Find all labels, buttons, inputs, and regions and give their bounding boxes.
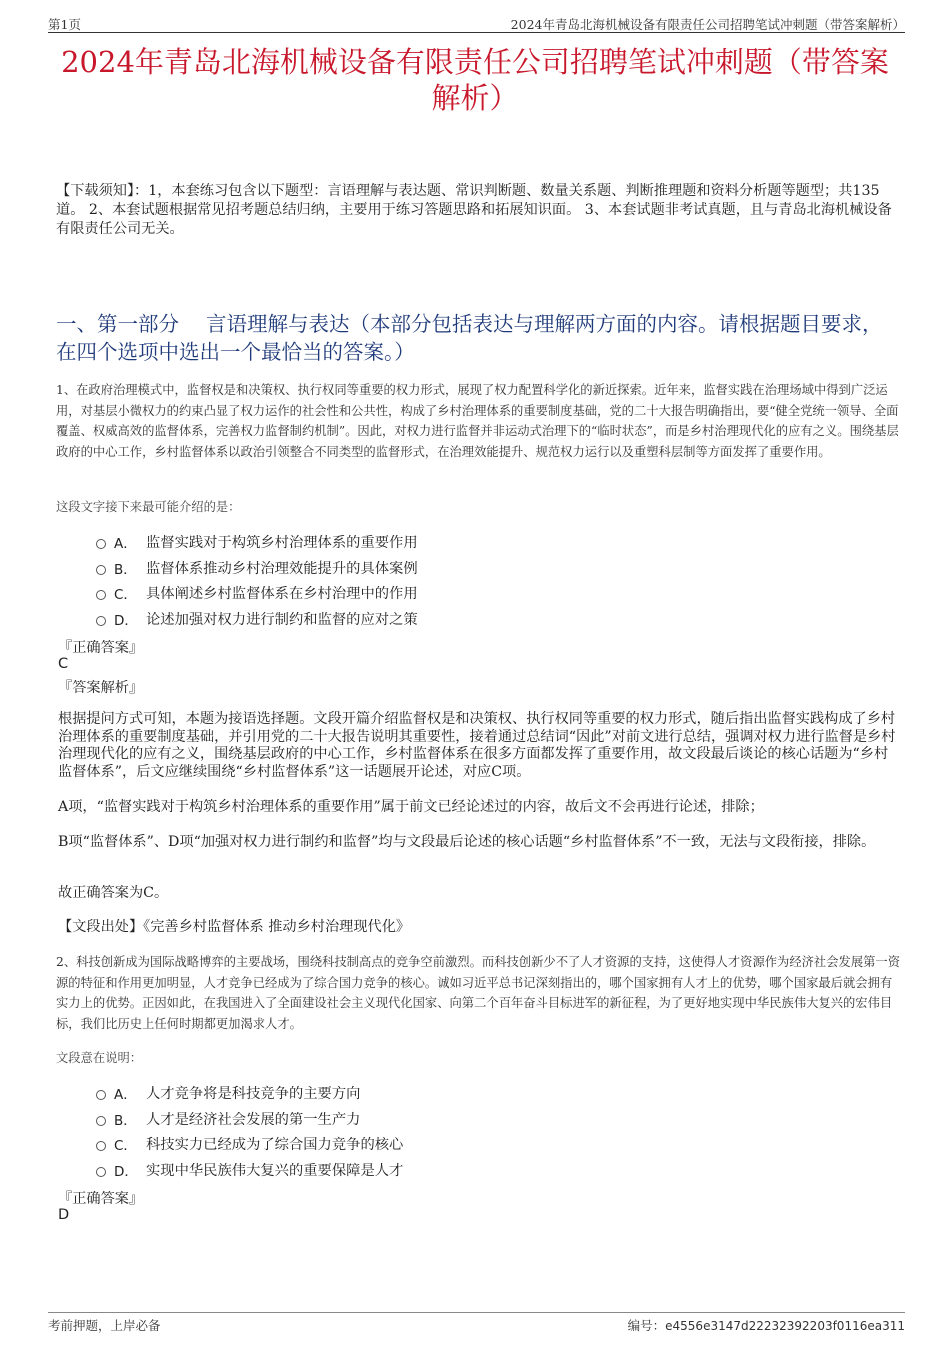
question-2-option-d[interactable] [96, 1160, 696, 1186]
radio-icon[interactable] [96, 616, 106, 626]
option-text: 人才是经济社会发展的第一生产力 [146, 1111, 361, 1128]
option-letter: B． [114, 561, 137, 578]
radio-icon[interactable] [96, 539, 106, 549]
option-letter: D． [114, 612, 138, 629]
option-text: 监督体系推动乡村治理效能提升的具体案例 [146, 560, 418, 577]
question-1-answer: C [58, 656, 69, 672]
question-2-option-c[interactable] [96, 1134, 696, 1160]
option-letter: A． [114, 1087, 137, 1103]
radio-icon[interactable] [96, 590, 106, 600]
option-text: 人才竞争将是科技竞争的主要方向 [146, 1086, 361, 1102]
page-title: 2024年青岛北海机械设备有限责任公司招聘笔试冲刺题（带答案解析） [61, 45, 889, 115]
question-1-analysis-bd: B项“监督体系”、D项“加强对权力进行制约和监督”均与文段最后论述的核心话题“乡村监督体系”不一致，无法与文段衔接，排除。 [58, 834, 876, 850]
header-doc-title: 2024年青岛北海机械设备有限责任公司招聘笔试冲刺题（带答案解析） [510, 17, 905, 32]
question-2-option-a[interactable] [96, 1083, 696, 1109]
question-1-source: 【文段出处】《完善乡村监督体系 推动乡村治理现代化》 [58, 919, 411, 935]
radio-icon[interactable] [96, 565, 106, 575]
page-number: 第1页 [48, 17, 81, 32]
question-2-options [96, 1083, 696, 1185]
radio-icon[interactable] [96, 1090, 106, 1100]
footer-code [628, 1316, 905, 1334]
question-1-analysis-main: 根据提问方式可知，本题为接语选择题。文段开篇介绍监督权是和决策权、执行权同等重要的权力形式，随后指出监督实践构成了乡村治理体系的重要制度基础，并引用党的二十大报告说明其重要性，接着通过总结词“因此”对前文进行总结，强调对权力进行监督是乡村治理现代化的应有之义，围绕基层政府的中心工作，乡村监督体系在很多方面都发挥了重要作用，故文段最后谈论的核心话题为“乡村监督体系”，后文应继续围绕“乡村监督体系”这一话题展开论述，对应C项。 [58, 711, 896, 780]
download-notice: 【下载须知】：1，本套练习包含以下题型：言语理解与表达题、常识判断题、数量关系题、判断推理题和资料分析题等题型；共135道。 2、本套试题根据常见招考题总结归纳，主要用于练习答题思路和拓展知识面。 3、本套试题非考试真题，且与青岛北海机械设备有限责任公司无关。 [56, 183, 892, 237]
question-1-answer-label: 『正确答案』 [58, 640, 144, 656]
question-1-options [96, 532, 696, 634]
option-text: 监督实践对于构筑乡村治理体系的重要作用 [146, 535, 418, 551]
radio-icon[interactable] [96, 1116, 106, 1126]
question-1-option-a[interactable] [96, 532, 696, 558]
radio-icon[interactable] [96, 1167, 106, 1177]
question-1-option-d[interactable] [96, 609, 696, 635]
option-text: 实现中华民族伟大复兴的重要保障是人才 [146, 1162, 404, 1179]
question-1-prompt: 这段文字接下来最可能介绍的是： [56, 500, 241, 514]
option-text: 科技实力已经成为了综合国力竞争的核心 [146, 1137, 404, 1153]
question-1-option-b[interactable] [96, 558, 696, 584]
option-letter: C． [114, 1138, 137, 1154]
code-value: e4556e3147d22232392203f0116ea311 [665, 1319, 905, 1333]
footer-slogan: 考前押题，上岸必备 [48, 1318, 161, 1333]
question-1-analysis-a: A项，“监督实践对于构筑乡村治理体系的重要作用”属于前文已经论述过的内容，故后文不会再进行论述，排除； [58, 799, 764, 815]
question-2-answer-label: 『正确答案』 [58, 1191, 144, 1207]
option-letter: A． [114, 536, 137, 552]
question-2-answer: D [58, 1207, 70, 1223]
page-footer [48, 1312, 905, 1333]
option-text: 具体阐述乡村监督体系在乡村治理中的作用 [146, 586, 418, 602]
section-title: 一、第一部分 言语理解与表达（本部分包括表达与理解两方面的内容。请根据题目要求，在四个选项中选出一个最恰当的答案。） [56, 312, 883, 364]
question-1-passage: 1、在政府治理模式中，监督权是和决策权、执行权同等重要的权力形式，展现了权力配置科学化的新近探索。近年来，监督实践在治理场域中得到广泛运用，对基层小微权力的约束凸显了权力运作的社会性和公共性，构成了乡村治理体系的重要制度基础，党的二十大报告明确指出，要“健全党统一领导、全面覆盖、权威高效的监督体系，完善权力监督制约机制”。因此，对权力进行监督并非运动式治理下的“临时状态”，而是乡村治理现代化的应有之义。围绕基层政府的中心工作，乡村监督体系以政治引领整合不同类型的监督形式，在治理效能提升、规范权力运行以及重塑科层制等方面发挥了重要作用。 [56, 383, 899, 459]
option-letter: B． [114, 1112, 137, 1129]
option-letter: C． [114, 587, 137, 603]
page-header [48, 14, 905, 33]
option-text: 论述加强对权力进行制约和监督的应对之策 [146, 611, 418, 628]
option-letter: D． [114, 1163, 138, 1180]
question-1-conclusion: 故正确答案为C。 [58, 885, 169, 901]
radio-icon[interactable] [96, 1141, 106, 1151]
question-2-passage: 2、科技创新成为国际战略博弈的主要战场，围绕科技制高点的竞争空前激烈。而科技创新少不了人才资源的支持，这使得人才资源作为经济社会发展第一资源的特征和作用更加明显，人才竞争已经成为了综合国力竞争的核心。诚如习近平总书记深刻指出的，哪个国家拥有人才上的优势，哪个国家最后就会拥有实力上的优势。正因如此，在我国进入了全面建设社会主义现代化国家、向第二个百年奋斗目标进军的新征程，为了更好地实现中华民族伟大复兴的宏伟目标，我们比历史上任何时期都更加渴求人才。 [56, 955, 901, 1031]
question-1-analysis-label: 『答案解析』 [58, 680, 144, 696]
question-2-option-b[interactable] [96, 1109, 696, 1135]
code-label: 编号： [627, 1318, 666, 1333]
question-2-prompt: 文段意在说明： [56, 1051, 143, 1065]
question-1-option-c[interactable] [96, 583, 696, 609]
